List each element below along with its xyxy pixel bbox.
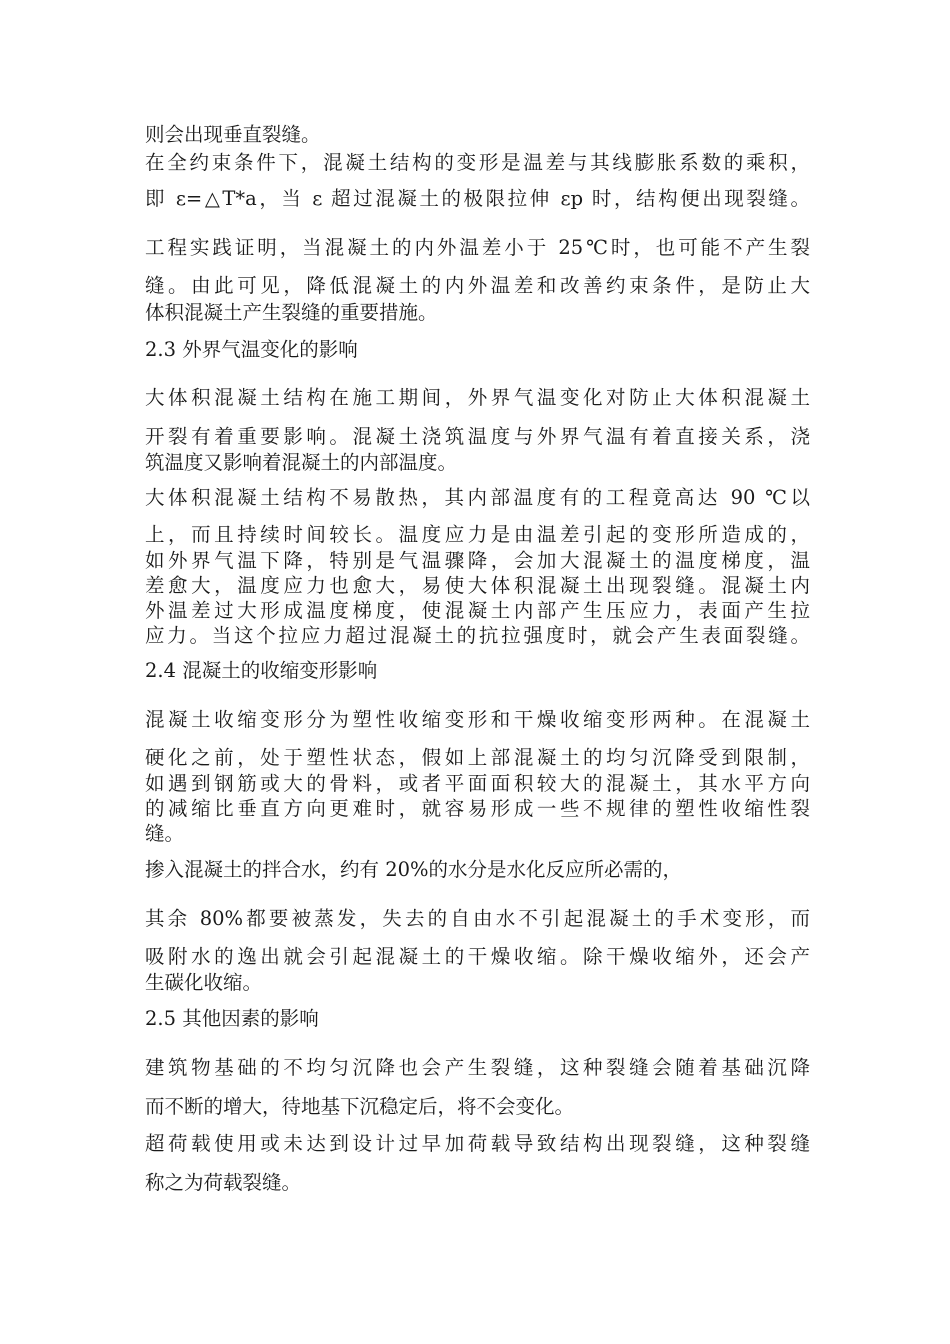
paragraph-line: 生碳化收缩。 (145, 971, 263, 994)
paragraph-line: 上，而且持续时间较长。温度应力是由温差引起的变形所造成的， (145, 523, 810, 546)
paragraph-line: 大体积混凝土结构不易散热，其内部温度有的工程竟高达 90 ℃以 (145, 486, 810, 509)
paragraph-line: 开裂有着重要影响。混凝土浇筑温度与外界气温有着直接关系，浇 (145, 425, 810, 448)
paragraph-line: 则会出现垂直裂缝。 (145, 123, 321, 146)
paragraph-line: 应力。当这个拉应力超过混凝土的抗拉强度时，就会产生表面裂缝。 (145, 624, 810, 647)
paragraph-line: 缝。由此可见，降低混凝土的内外温差和改善约束条件，是防止大 (145, 274, 810, 297)
paragraph-line: 掺入混凝土的拌合水，约有 20%的水分是水化反应所必需的， (145, 858, 683, 881)
section-heading: 2.3 外界气温变化的影响 (145, 338, 358, 361)
paragraph-line: 的减缩比垂直方向更难时，就容易形成一些不规律的塑性收缩性裂 (145, 797, 810, 820)
section-heading: 2.4 混凝土的收缩变形影响 (145, 659, 378, 682)
paragraph-line: 差愈大，温度应力也愈大，易使大体积混凝土出现裂缝。混凝土内 (145, 574, 810, 597)
paragraph-line: 建筑物基础的不均匀沉降也会产生裂缝，这种裂缝会随着基础沉降 (145, 1056, 810, 1079)
paragraph-line: 混凝土收缩变形分为塑性收缩变形和干燥收缩变形两种。在混凝土 (145, 708, 810, 731)
paragraph-line: 工程实践证明，当混凝土的内外温差小于 25℃时，也可能不产生裂 (145, 236, 810, 259)
paragraph-line: 硬化之前，处于塑性状态，假如上部混凝土的均匀沉降受到限制， (145, 746, 810, 769)
paragraph-line: 体积混凝土产生裂缝的重要措施。 (145, 301, 438, 324)
paragraph-line: 其余 80%都要被蒸发，失去的自由水不引起混凝土的手术变形，而 (145, 907, 810, 930)
paragraph-line: 大体积混凝土结构在施工期间，外界气温变化对防止大体积混凝土 (145, 386, 810, 409)
paragraph-line: 超荷载使用或未达到设计过早加荷载导致结构出现裂缝，这种裂缝 (145, 1132, 810, 1155)
paragraph-line: 缝。 (145, 822, 185, 845)
paragraph-line: 外温差过大形成温度梯度，使混凝土内部产生压应力，表面产生拉 (145, 599, 810, 622)
paragraph-line: 筑温度又影响着混凝土的内部温度。 (145, 451, 458, 474)
paragraph-line: 如遇到钢筋或大的骨料，或者平面面积较大的混凝土，其水平方向 (145, 772, 810, 795)
paragraph-line: 如外界气温下降，特别是气温骤降，会加大混凝土的温度梯度，温 (145, 549, 810, 572)
paragraph-line: 而不断的增大，待地基下沉稳定后，将不会变化。 (145, 1095, 575, 1118)
section-heading: 2.5 其他因素的影响 (145, 1007, 319, 1030)
paragraph-line: 称之为荷载裂缝。 (145, 1171, 302, 1194)
paragraph-line: 在全约束条件下，混凝土结构的变形是温差与其线膨胀系数的乘积， (145, 151, 810, 174)
paragraph-line: 吸附水的逸出就会引起混凝土的干燥收缩。除干燥收缩外，还会产 (145, 945, 810, 968)
paragraph-line: 即 ε=△T*a，当 ε 超过混凝土的极限拉伸 εp 时，结构便出现裂缝。 (145, 187, 810, 210)
